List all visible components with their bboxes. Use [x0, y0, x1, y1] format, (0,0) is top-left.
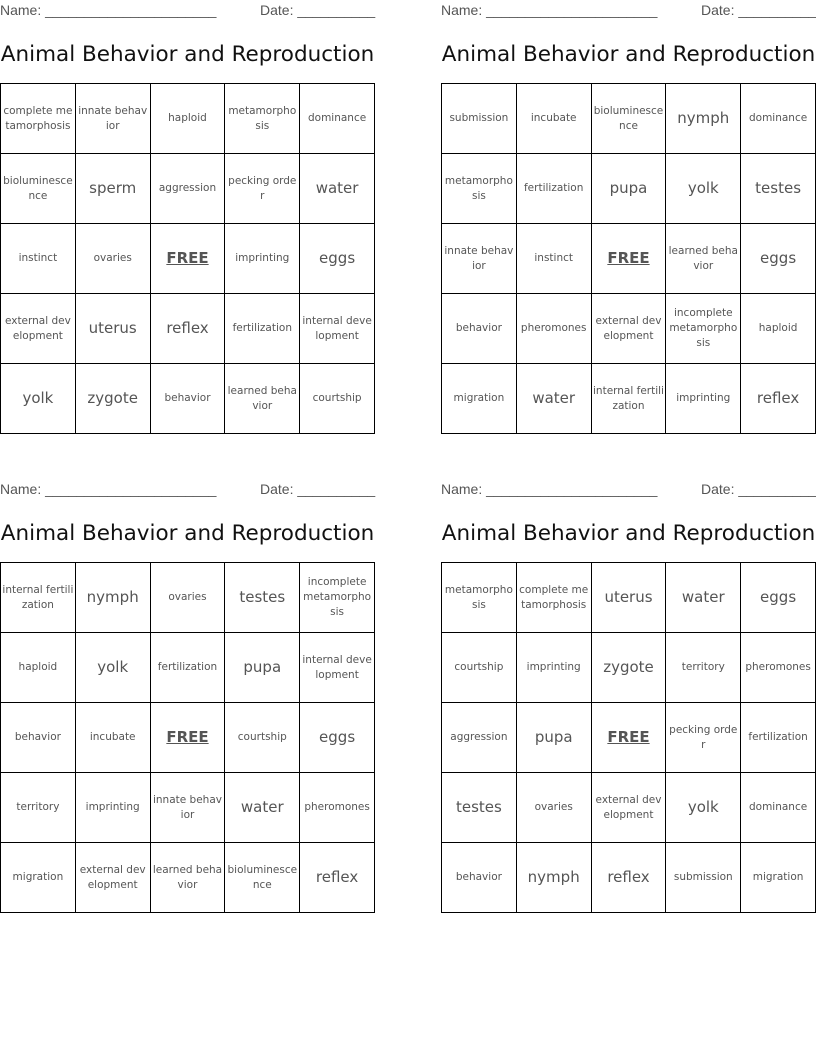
bingo-cell: yolk [666, 773, 741, 843]
bingo-cell: bioluminescence [1, 154, 76, 224]
grid-row [1, 563, 375, 633]
bingo-cell: territory [666, 633, 741, 703]
bingo-cell: imprinting [666, 364, 741, 434]
bingo-cell: migration [741, 843, 816, 913]
card-header [441, 0, 816, 18]
bingo-cell: ovaries [516, 773, 591, 843]
bingo-cell: fertilization [516, 154, 591, 224]
bingo-cell: eggs [741, 563, 816, 633]
bingo-cell: instinct [516, 224, 591, 294]
bingo-cell: imprinting [225, 224, 300, 294]
bingo-cell: water [666, 563, 741, 633]
bingo-cell: pheromones [741, 633, 816, 703]
bingo-cell: testes [225, 563, 300, 633]
bingo-cell: uterus [591, 563, 666, 633]
grid-row [442, 224, 816, 294]
grid-row [442, 563, 816, 633]
bingo-card-4 [441, 479, 816, 913]
bingo-cell: behavior [442, 843, 517, 913]
bingo-cell: nymph [666, 84, 741, 154]
bingo-cell: behavior [442, 294, 517, 364]
bingo-cell: pheromones [516, 294, 591, 364]
bingo-cell: reflex [741, 364, 816, 434]
bingo-cell: haploid [1, 633, 76, 703]
bingo-cell: instinct [1, 224, 76, 294]
bingo-grid [0, 562, 375, 913]
bingo-cell: courtship [442, 633, 517, 703]
bingo-grid [441, 83, 816, 434]
bingo-cell: eggs [741, 224, 816, 294]
grid-row [442, 843, 816, 913]
grid-row [1, 773, 375, 843]
bingo-cell: migration [1, 843, 76, 913]
bingo-cell: fertilization [150, 633, 225, 703]
bingo-cell: ovaries [75, 224, 150, 294]
bingo-cell: water [300, 154, 375, 224]
bingo-cell: sperm [75, 154, 150, 224]
bingo-cell: pupa [591, 154, 666, 224]
name-field-label: Name: ______________________ [0, 2, 217, 18]
bingo-cell: innate behavior [150, 773, 225, 843]
bingo-cell: courtship [300, 364, 375, 434]
bingo-cell: external development [1, 294, 76, 364]
grid-row [1, 224, 375, 294]
grid-row [1, 294, 375, 364]
bingo-cell: nymph [75, 563, 150, 633]
name-field-label: Name: ______________________ [0, 481, 217, 497]
bingo-cell: pheromones [300, 773, 375, 843]
free-space: FREE [150, 703, 225, 773]
bingo-cell: imprinting [516, 633, 591, 703]
bingo-cell: yolk [75, 633, 150, 703]
grid-row [1, 703, 375, 773]
bingo-cell: zygote [591, 633, 666, 703]
bingo-cell: haploid [741, 294, 816, 364]
card-header [0, 0, 375, 18]
bingo-cell: external development [75, 843, 150, 913]
grid-row [442, 364, 816, 434]
bingo-cell: yolk [666, 154, 741, 224]
bingo-cell: incomplete metamorphosis [666, 294, 741, 364]
card-title: Animal Behavior and Reproduction [0, 521, 375, 546]
grid-row [1, 84, 375, 154]
bingo-cell: haploid [150, 84, 225, 154]
grid-row [442, 154, 816, 224]
bingo-cell: learned behavior [150, 843, 225, 913]
bingo-cell: eggs [300, 224, 375, 294]
bingo-cell: dominance [741, 773, 816, 843]
bingo-cell: behavior [150, 364, 225, 434]
bingo-cell: incubate [516, 84, 591, 154]
date-field-label: Date: __________ [260, 481, 376, 497]
bingo-cell: internal development [300, 633, 375, 703]
bingo-cell: bioluminescence [591, 84, 666, 154]
grid-row [442, 773, 816, 843]
bingo-cell: water [516, 364, 591, 434]
bingo-cell: pupa [225, 633, 300, 703]
free-space: FREE [591, 703, 666, 773]
bingo-cell: incubate [75, 703, 150, 773]
grid-row [1, 843, 375, 913]
bingo-cell: external development [591, 773, 666, 843]
bingo-cell: fertilization [225, 294, 300, 364]
bingo-cell: learned behavior [666, 224, 741, 294]
bingo-cell: behavior [1, 703, 76, 773]
bingo-cell: bioluminescence [225, 843, 300, 913]
bingo-card-3 [0, 479, 375, 913]
bingo-cell: aggression [442, 703, 517, 773]
bingo-cell: testes [741, 154, 816, 224]
bingo-cell: learned behavior [225, 364, 300, 434]
bingo-cell: migration [442, 364, 517, 434]
grid-row [442, 703, 816, 773]
bingo-cell: yolk [1, 364, 76, 434]
free-space: FREE [150, 224, 225, 294]
bingo-cell: dominance [741, 84, 816, 154]
grid-row [1, 154, 375, 224]
bingo-cell: innate behavior [442, 224, 517, 294]
bingo-cell: reflex [150, 294, 225, 364]
bingo-cell: metamorphosis [442, 563, 517, 633]
free-space: FREE [591, 224, 666, 294]
bingo-cell: pecking order [666, 703, 741, 773]
bingo-cell: submission [442, 84, 517, 154]
bingo-cell: reflex [300, 843, 375, 913]
bingo-cell: fertilization [741, 703, 816, 773]
card-header [441, 479, 816, 497]
bingo-cell: courtship [225, 703, 300, 773]
date-field-label: Date: __________ [701, 481, 816, 497]
grid-row [442, 633, 816, 703]
bingo-grid [441, 562, 816, 913]
bingo-card-2 [441, 0, 816, 434]
bingo-cell: reflex [591, 843, 666, 913]
bingo-cell: metamorphosis [225, 84, 300, 154]
bingo-cell: dominance [300, 84, 375, 154]
bingo-cell: metamorphosis [442, 154, 517, 224]
card-title: Animal Behavior and Reproduction [0, 42, 375, 67]
bingo-cell: incomplete metamorphosis [300, 563, 375, 633]
bingo-cell: territory [1, 773, 76, 843]
bingo-cell: imprinting [75, 773, 150, 843]
bingo-cell: pupa [516, 703, 591, 773]
card-header [0, 479, 375, 497]
name-field-label: Name: ______________________ [441, 481, 658, 497]
bingo-grid [0, 83, 375, 434]
bingo-cell: pecking order [225, 154, 300, 224]
bingo-cell: submission [666, 843, 741, 913]
bingo-cell: complete metamorphosis [516, 563, 591, 633]
grid-row [442, 84, 816, 154]
bingo-cell: internal fertilization [591, 364, 666, 434]
name-field-label: Name: ______________________ [441, 2, 658, 18]
bingo-cell: internal development [300, 294, 375, 364]
card-title: Animal Behavior and Reproduction [441, 42, 816, 67]
bingo-cell: aggression [150, 154, 225, 224]
bingo-cell: zygote [75, 364, 150, 434]
date-field-label: Date: __________ [260, 2, 376, 18]
bingo-cell: complete metamorphosis [1, 84, 76, 154]
grid-row [442, 294, 816, 364]
bingo-cell: water [225, 773, 300, 843]
bingo-card-1 [0, 0, 375, 434]
card-title: Animal Behavior and Reproduction [441, 521, 816, 546]
grid-row [1, 633, 375, 703]
bingo-cell: innate behavior [75, 84, 150, 154]
date-field-label: Date: __________ [701, 2, 816, 18]
bingo-cell: uterus [75, 294, 150, 364]
bingo-cell: external development [591, 294, 666, 364]
bingo-cell: internal fertilization [1, 563, 76, 633]
bingo-cell: testes [442, 773, 517, 843]
bingo-cell: ovaries [150, 563, 225, 633]
bingo-cell: eggs [300, 703, 375, 773]
grid-row [1, 364, 375, 434]
bingo-cell: nymph [516, 843, 591, 913]
